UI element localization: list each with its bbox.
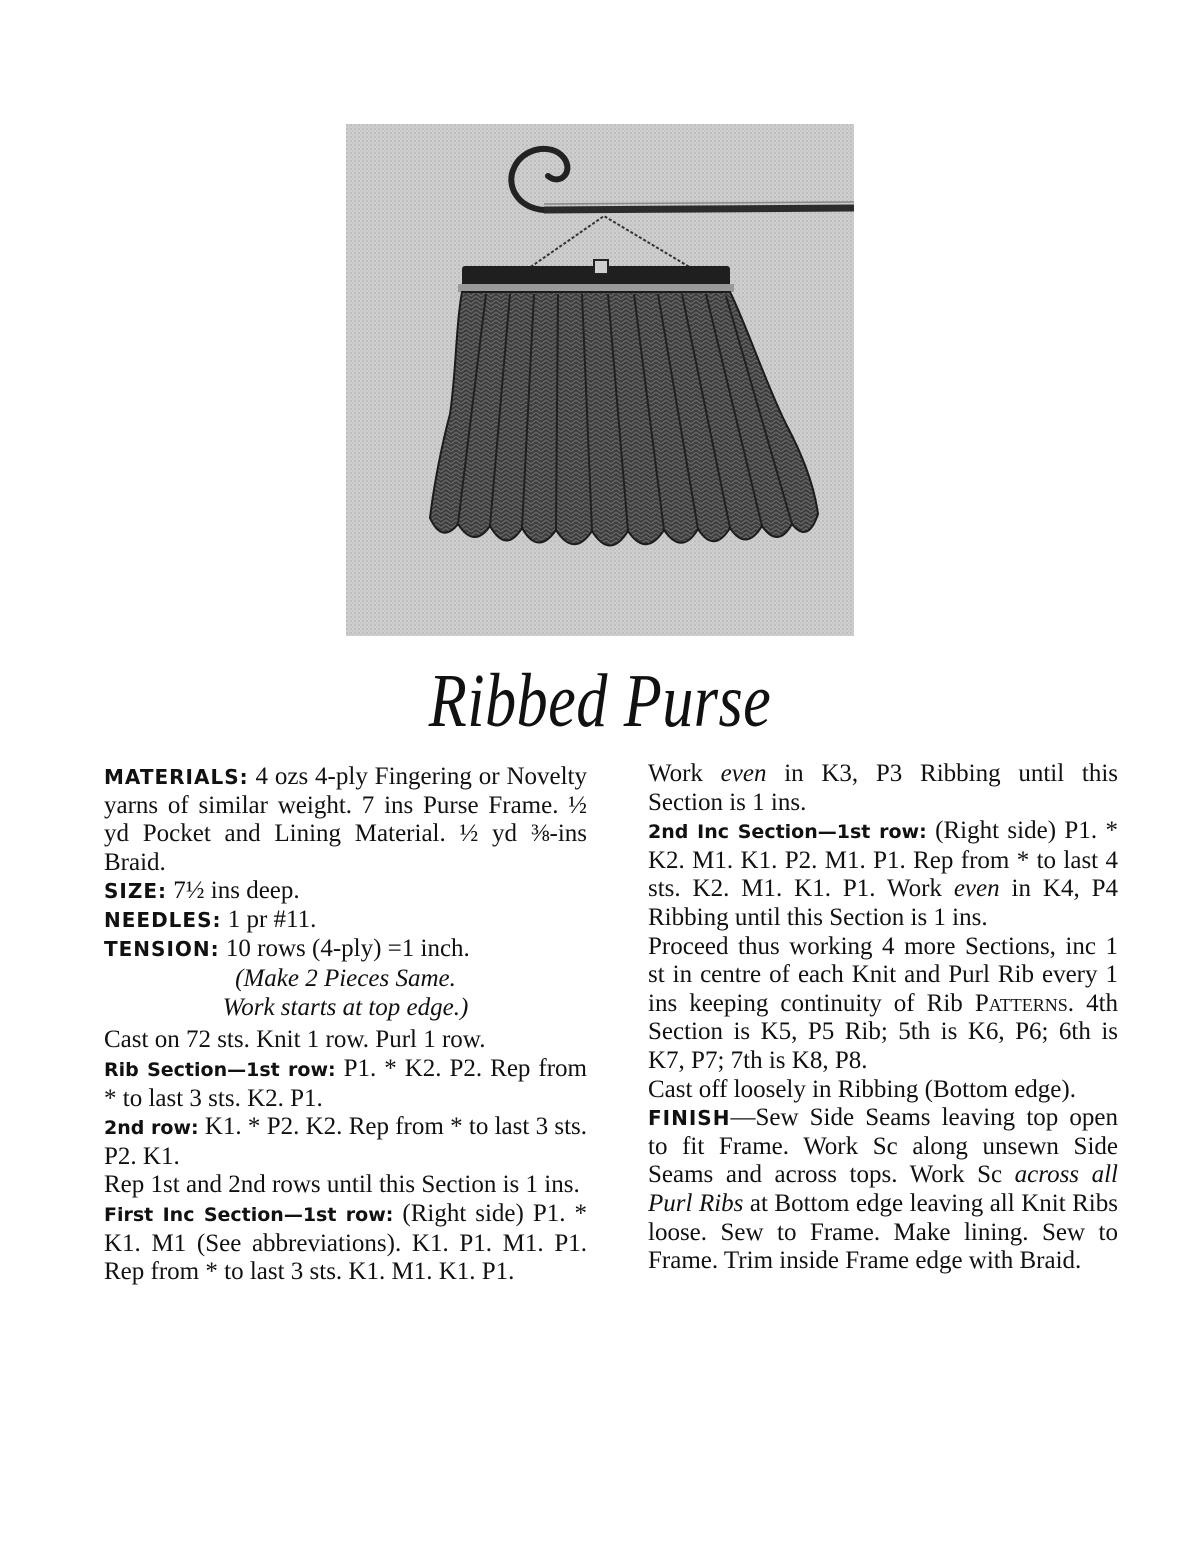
make-pieces-note xyxy=(104,963,587,1026)
proceed-post: 4th Section is K5, P5 Rib; 5th is K6, P6; 6th is K7, P7; 7th is K8, P8. xyxy=(648,989,1119,1074)
finish-paragraph xyxy=(648,1104,1118,1276)
rib-row1-text: P1. * K2. P2. Rep from * to last 3 sts. K2. P1. xyxy=(104,1054,588,1112)
proceed-pre: Proceed thus working 4 more Sections, inc 1 st in centre of each Knit and Purl Rib every 1 ins keeping continuity of Rib xyxy=(648,932,1118,1017)
k4p4-pre: Work xyxy=(887,875,942,903)
rib-row2-label: 2nd row: xyxy=(104,1117,199,1140)
purse-photo xyxy=(346,124,854,636)
rib-row1-paragraph xyxy=(104,1055,587,1113)
finish-em: across all Purl Ribs xyxy=(648,1161,1118,1217)
second-inc-text: (Right side) P1. * K2. M1. K1. P2. M1. P1. Rep from * to last 4 sts. K2. M1. K1. P1. xyxy=(648,817,1118,903)
k3p3-pre: Work xyxy=(648,760,703,787)
cast-off-paragraph: Cast off loosely in Ribbing (Bottom edge). xyxy=(648,1075,1076,1103)
rib-row2-text: K1. * P2. K2. Rep from * to last 3 sts. P2. K1. xyxy=(104,1113,587,1170)
size-paragraph xyxy=(104,877,587,906)
size-text: 7½ ins deep. xyxy=(173,877,300,905)
tension-text: 10 rows (4-ply) =1 inch. xyxy=(225,934,470,962)
right-column xyxy=(648,760,1118,1276)
rib-repeat-paragraph: Rep 1st and 2nd rows until this Section is 1 ins. xyxy=(104,1171,580,1199)
k4p4-post: in K4, P4 Ribbing until this Section is 1 ins. xyxy=(648,875,1118,931)
finish-post: at Bottom edge leaving all Knit Ribs loose. Sew to Frame. Make lining. Sew to Frame. Trim inside Frame edge with Braid. xyxy=(648,1189,1118,1275)
finish-pre: —Sew Side Seams leaving top open to fit Frame. Work Sc along unsewn Side Seams and across tops. Work Sc xyxy=(648,1104,1118,1189)
cast-on-paragraph: Cast on 72 sts. Knit 1 row. Purl 1 row. xyxy=(104,1026,486,1054)
first-inc-text: (Right side) P1. * K1. M1 (See abbreviations). K1. P1. M1. P1. Rep from * to last 3 sts. K1. M1. K1. P1. xyxy=(104,1199,587,1286)
second-inc-paragraph xyxy=(648,817,1118,932)
tension-label: TENSION: xyxy=(104,936,220,961)
proceed-paragraph xyxy=(648,933,1118,1076)
needles-label: NEEDLES: xyxy=(104,907,222,932)
size-label: SIZE: xyxy=(104,879,168,904)
k3p3-post: in K3, P3 Ribbing until this Section is 1 ins. xyxy=(648,760,1119,816)
rib-row2-paragraph xyxy=(104,1113,587,1171)
page-title: Ribbed Purse xyxy=(428,659,772,743)
k3p3-paragraph xyxy=(648,760,1118,817)
k3p3-even: even xyxy=(720,760,767,787)
first-inc-label: First Inc Section—1st row: xyxy=(104,1203,394,1226)
needles-paragraph xyxy=(104,906,587,935)
second-inc-label: 2nd Inc Section—1st row: xyxy=(648,821,927,844)
k4p4-even: even xyxy=(953,875,1000,903)
proceed-patterns: Patterns. xyxy=(974,989,1075,1017)
tension-paragraph xyxy=(104,935,587,964)
note-line-2: Work starts at top edge.) xyxy=(222,993,469,1021)
materials-label: MATERIALS: xyxy=(104,765,249,789)
rib-section-label: Rib Section—1st row: xyxy=(104,1058,336,1081)
left-column xyxy=(104,763,587,1287)
needles-text: 1 pr #11. xyxy=(227,905,317,933)
finish-label: FINISH xyxy=(648,1106,731,1131)
first-inc-paragraph xyxy=(104,1200,587,1287)
materials-text: 4 ozs 4-ply Fingering or Novelty yarns of similar weight. 7 ins Purse Frame. ½ yd Pocket and Lining Material. ½ yd ⅜-ins Braid. xyxy=(104,763,588,876)
materials-paragraph xyxy=(104,763,587,877)
note-line-1: (Make 2 Pieces Same. xyxy=(235,965,456,993)
